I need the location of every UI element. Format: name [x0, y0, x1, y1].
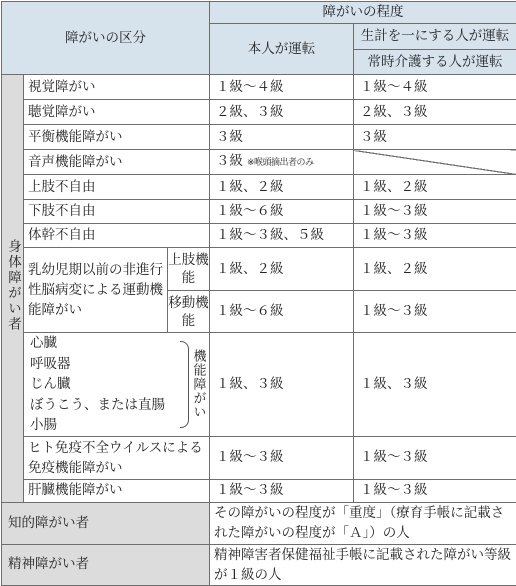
voice-name: 音声機能障がい [24, 150, 210, 175]
mental-label: 精神障がい者 [2, 544, 210, 585]
physical-disability-label: 身体障がい者 [2, 75, 24, 503]
voice-self: ３級 ※喉頭摘出者のみ [210, 150, 354, 175]
organ-respiratory: 呼吸器 [30, 354, 178, 375]
lower-limb-self: １級～６級 [210, 200, 354, 224]
mental-desc: 精神障害者保健福祉手帳に記載された障がい等級が１級の人 [210, 544, 516, 585]
intellectual-label: 知的障がい者 [2, 502, 210, 544]
voice-family-na [354, 150, 516, 175]
trunk-name: 体幹不自由 [24, 224, 210, 248]
cerebral-upper-family: １級、２級 [354, 248, 516, 291]
balance-self: ３級 [210, 125, 354, 150]
organ-family: １級、３級 [354, 333, 516, 437]
degree-header: 障がいの程度 [210, 2, 516, 24]
liver-self: １級～３級 [210, 479, 354, 502]
organ-intestine: 小腸 [30, 415, 178, 436]
self-driving-header: 本人が運転 [210, 24, 354, 75]
hiv-family: １級～３級 [354, 436, 516, 479]
organ-function-label: 機能障がい [189, 349, 208, 419]
category-header: 障がいの区分 [2, 2, 210, 75]
upper-limb-family: １級、２級 [354, 175, 516, 200]
organ-kidney: じん臓 [30, 374, 178, 395]
family-driving-header-1: 生計を一にする人が運転 [354, 24, 516, 50]
lower-limb-name: 下肢不自由 [24, 200, 210, 224]
cerebral-move-family: １級～３級 [354, 291, 516, 333]
hiv-self: １級～３級 [210, 436, 354, 479]
cerebral-name: 乳幼児期以前の非進行性脳病変による運動機能障がい [24, 248, 168, 333]
lower-limb-family: １級～３級 [354, 200, 516, 224]
intellectual-desc: その障がいの程度が「重度」（療育手帳に記載された障がいの程度が「Ａ」）の人 [210, 502, 516, 544]
cerebral-move-sub: 移動機能 [168, 291, 210, 333]
hearing-family: ２級、３級 [354, 100, 516, 125]
visual-name: 視覚障がい [24, 75, 210, 100]
organ-disability-cell [24, 333, 210, 437]
balance-name: 平衡機能障がい [24, 125, 210, 150]
visual-self: １級～４級 [210, 75, 354, 100]
balance-family: ３級 [354, 125, 516, 150]
hearing-name: 聴覚障がい [24, 100, 210, 125]
organ-bladder: ぼうこう、または直腸 [30, 395, 178, 416]
upper-limb-self: １級、２級 [210, 175, 354, 200]
liver-name: 肝臓機能障がい [24, 479, 210, 502]
upper-limb-name: 上肢不自由 [24, 175, 210, 200]
hearing-self: ２級、３級 [210, 100, 354, 125]
trunk-family: １級～３級 [354, 224, 516, 248]
voice-note: ※喉頭摘出者のみ [247, 158, 314, 168]
hiv-name: ヒト免疫不全ウイルスによる免疫機能障がい [24, 436, 210, 479]
cerebral-upper-self: １級、２級 [210, 248, 354, 291]
trunk-self: １級～３級、５級 [210, 224, 354, 248]
cerebral-upper-sub: 上肢機能 [168, 248, 210, 291]
organ-list [28, 333, 178, 436]
organ-self: １級、３級 [210, 333, 354, 437]
cerebral-move-self: １級～６級 [210, 291, 354, 333]
family-driving-header-2: 常時介護する人が運転 [354, 50, 516, 75]
liver-family: １級～３級 [354, 479, 516, 502]
organ-heart: 心臓 [30, 333, 178, 354]
disability-degree-table [1, 1, 516, 586]
visual-family: １級～４級 [354, 75, 516, 100]
